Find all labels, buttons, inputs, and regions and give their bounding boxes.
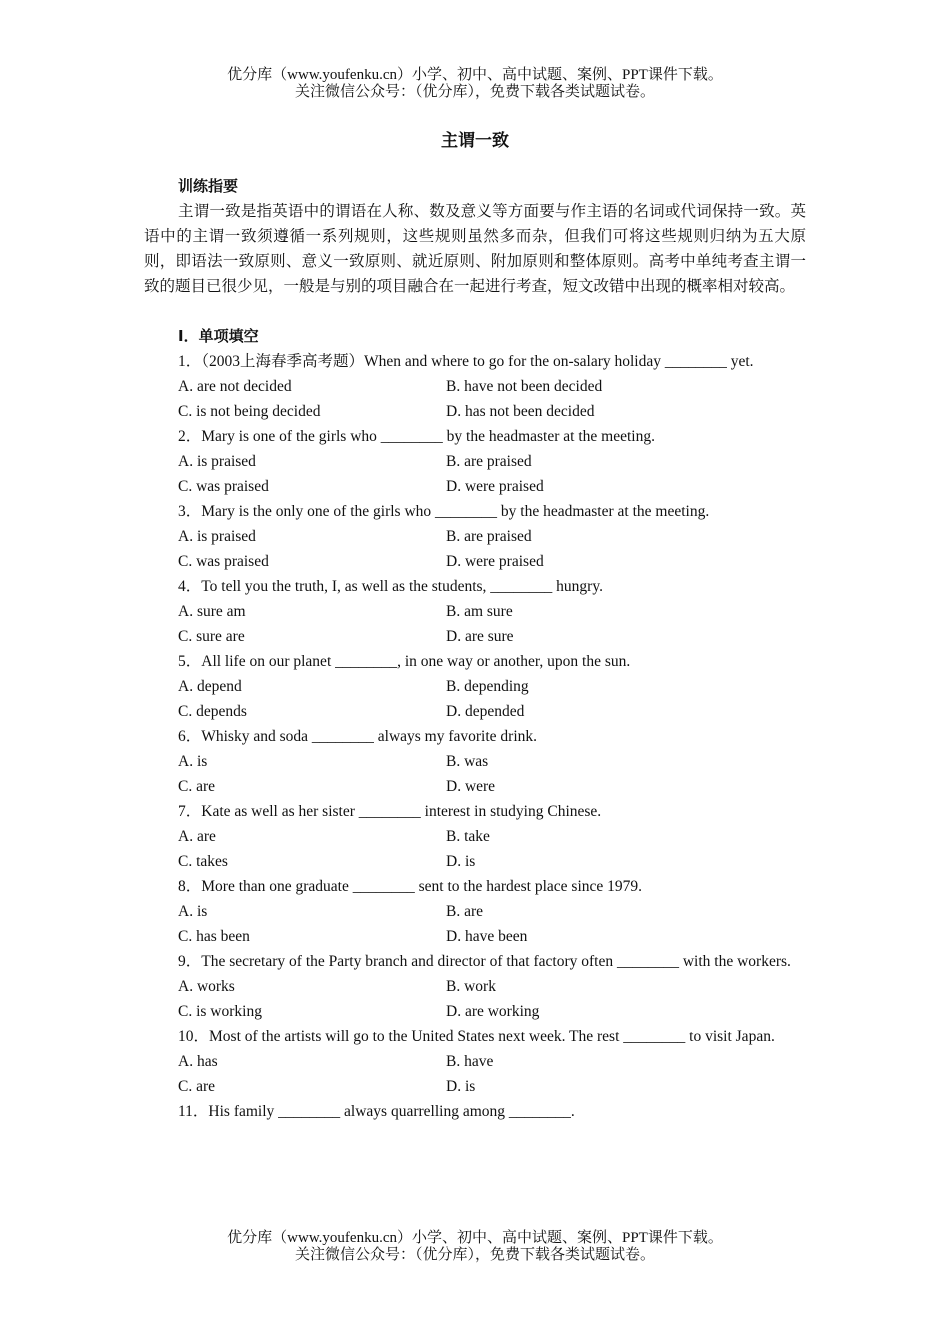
question bbox=[144, 574, 806, 649]
option-d: D. is bbox=[446, 1078, 476, 1095]
option-row bbox=[144, 624, 806, 649]
option-b: B. take bbox=[446, 828, 490, 845]
question-stem-11: 11．His family ________ always quarrelling among ________. bbox=[178, 1103, 575, 1120]
footer-line-1: 优分库（www.youfenku.cn）小学、初中、高中试题、案例、PPT课件下载。 bbox=[227, 1230, 723, 1246]
question-stem: 9．The secretary of the Party branch and director of that factory often ________ with the workers. bbox=[178, 953, 791, 970]
question-stem: 1．（2003上海春季高考题）When and where to go for the on-salary holiday ________ yet. bbox=[178, 353, 754, 370]
option-row bbox=[144, 899, 806, 924]
question-stem: 2．Mary is one of the girls who ________ by the headmaster at the meeting. bbox=[178, 428, 655, 445]
option-c: C. sure are bbox=[178, 628, 245, 645]
option-c: C. are bbox=[178, 1078, 216, 1095]
question-stem: 3．Mary is the only one of the girls who ________ by the headmaster at the meeting. bbox=[178, 503, 710, 520]
question-stem: 7．Kate as well as her sister ________ interest in studying Chinese. bbox=[178, 803, 602, 820]
option-c: C. are bbox=[178, 778, 216, 795]
option-row bbox=[144, 924, 806, 949]
option-row bbox=[144, 1074, 806, 1099]
question bbox=[144, 649, 806, 724]
option-b: B. am sure bbox=[446, 603, 513, 620]
option-a: A. depend bbox=[178, 678, 242, 695]
option-row bbox=[144, 999, 806, 1024]
option-b: B. have bbox=[446, 1053, 494, 1070]
guide-paragraph: 主谓一致是指英语中的谓语在人称、数及意义等方面要与作主语的名词或代词保持一致。英语中的主谓一致须遵循一系列规则，这些规则虽然多而杂，但我们可将这些规则归纳为五大原则，即语法一致原则、意义一致原则、就近原则、附加原则和整体原则。高考中单纯考查主谓一致的题目已很少见，一般是与别的项目融合在一起进行考查，短文改错中出现的概率相对较高。 bbox=[144, 203, 806, 295]
option-row bbox=[144, 399, 806, 424]
page-header bbox=[0, 67, 950, 101]
option-c: C. takes bbox=[178, 853, 228, 870]
option-c: C. has been bbox=[178, 928, 250, 945]
question bbox=[144, 424, 806, 499]
option-c: C. was praised bbox=[178, 553, 269, 570]
option-b: B. are bbox=[446, 903, 484, 920]
page-footer bbox=[0, 1230, 950, 1264]
option-row bbox=[144, 774, 806, 799]
option-c: C. is not being decided bbox=[178, 403, 321, 420]
option-d: D. are sure bbox=[446, 628, 514, 645]
option-d: D. are working bbox=[446, 1003, 540, 1020]
question-list bbox=[144, 349, 806, 1099]
option-b: B. work bbox=[446, 978, 496, 995]
option-row bbox=[144, 974, 806, 999]
question bbox=[144, 1024, 806, 1099]
option-row bbox=[144, 374, 806, 399]
option-row bbox=[144, 674, 806, 699]
question bbox=[144, 799, 806, 874]
question-stem: 10．Most of the artists will go to the United States next week. The rest ________ to visit Japan. bbox=[178, 1028, 775, 1045]
option-c: C. depends bbox=[178, 703, 247, 720]
option-row bbox=[144, 849, 806, 874]
option-row bbox=[144, 699, 806, 724]
option-c: C. was praised bbox=[178, 478, 269, 495]
option-row bbox=[144, 749, 806, 774]
spacer bbox=[144, 299, 806, 324]
option-a: A. is bbox=[178, 903, 208, 920]
option-row bbox=[144, 1049, 806, 1074]
question bbox=[144, 349, 806, 424]
question-stem: 5．All life on our planet ________, in one way or another, upon the sun. bbox=[178, 653, 631, 670]
option-a: A. are not decided bbox=[178, 378, 292, 395]
section-heading: Ⅰ．单项填空 bbox=[178, 327, 259, 345]
option-a: A. are bbox=[178, 828, 216, 845]
option-d: D. has not been decided bbox=[446, 403, 595, 420]
option-d: D. were praised bbox=[446, 553, 544, 570]
option-b: B. are praised bbox=[446, 528, 532, 545]
option-a: A. is praised bbox=[178, 453, 256, 470]
header-line-2: 关注微信公众号：（优分库），免费下载各类试题试卷。 bbox=[294, 84, 655, 100]
option-d: D. were praised bbox=[446, 478, 544, 495]
question-stem: 8．More than one graduate ________ sent to the hardest place since 1979. bbox=[178, 878, 643, 895]
option-row bbox=[144, 474, 806, 499]
option-row bbox=[144, 599, 806, 624]
header-line-1: 优分库（www.youfenku.cn）小学、初中、高中试题、案例、PPT课件下载。 bbox=[227, 67, 723, 83]
question bbox=[144, 874, 806, 949]
question-stem: 6．Whisky and soda ________ always my favorite drink. bbox=[178, 728, 538, 745]
question bbox=[144, 499, 806, 574]
document-body bbox=[144, 174, 806, 1124]
option-d: D. were bbox=[446, 778, 496, 795]
question-stem: 4．To tell you the truth, I, as well as the students, ________ hungry. bbox=[178, 578, 603, 595]
guide-heading: 训练指要 bbox=[178, 177, 239, 195]
option-row bbox=[144, 524, 806, 549]
option-a: A. has bbox=[178, 1053, 218, 1070]
option-row bbox=[144, 824, 806, 849]
option-row bbox=[144, 449, 806, 474]
option-d: D. is bbox=[446, 853, 476, 870]
option-b: B. was bbox=[446, 753, 489, 770]
option-d: D. have been bbox=[446, 928, 528, 945]
option-d: D. depended bbox=[446, 703, 525, 720]
option-a: A. is bbox=[178, 753, 208, 770]
option-a: A. works bbox=[178, 978, 235, 995]
option-c: C. is working bbox=[178, 1003, 262, 1020]
footer-line-2: 关注微信公众号：（优分库），免费下载各类试题试卷。 bbox=[294, 1247, 655, 1263]
option-b: B. have not been decided bbox=[446, 378, 603, 395]
option-a: A. sure am bbox=[178, 603, 246, 620]
page-title: 主谓一致 bbox=[441, 131, 509, 151]
option-a: A. is praised bbox=[178, 528, 256, 545]
option-b: B. are praised bbox=[446, 453, 532, 470]
option-row bbox=[144, 549, 806, 574]
question bbox=[144, 949, 806, 1024]
option-b: B. depending bbox=[446, 678, 529, 695]
question bbox=[144, 724, 806, 799]
